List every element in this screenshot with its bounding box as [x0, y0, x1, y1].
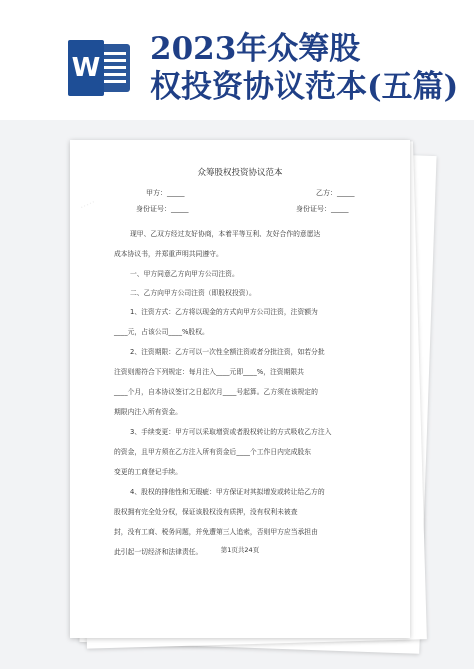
party-b-id-field: 身份证号：_____ — [296, 205, 349, 213]
paragraph-line: 封，没有工商、税务问题，并免遭第三人追索，否则甲方应当承担由 — [114, 528, 318, 536]
word-document-icon — [68, 40, 132, 96]
paragraph-line: 一、甲方同意乙方向甲方公司注资。 — [130, 270, 239, 278]
banner — [0, 0, 474, 120]
paragraph-line: 4、股权的排他性和无瑕疵：甲方保证对其拟增发或转让给乙方的 — [130, 488, 325, 496]
paragraph-line: 的资金，且甲方须在乙方注入所有资金后____个工作日内完成股东 — [114, 448, 312, 456]
paragraph-line: 期限内注入所有资金。 — [114, 408, 182, 416]
paragraph-line: ____个月，自本协议签订之日起次月____号起算。乙方须在该规定的 — [114, 388, 318, 396]
party-a-field: 甲方：_____ — [146, 189, 185, 197]
document-page: 众筹股权投资协议范本 甲方：_____ 乙方：_____ 身份证号：_____ 身份证号：_____ 现甲、乙双方经过友好协商，本着平等互利、友好合作的意愿达 成本协议书，并郑重声明共同遵守。 一、甲方同意乙方向甲方公司注资。 二、乙方向甲方公司注资（即股权投资）。 1、注资方式：乙方将以现金的方式向甲方公司注资，注资额为 ____元，占该公司____%股权。 2、注资期限：乙方可以一次性全额注资或者分批注资，如若分批 注资则需符合下列规定：每月注入____元即____%，注资期限共 ____个月，自本协议签订之日起次月____号起算。乙方须在该规定的 期限内注入所有资金。 3、手续变更：甲方可以采取增资或者股权转让的方式吸收乙方注入 的资金，且甲方须在乙方注入所有资金后____个工作日内完成股东 变更的工商登记手续。 4、股权的排他性和无瑕疵：甲方保证对其拟增发或转让给乙方的 股权拥有完全处分权，保证该股权没有质押，没有权利未被查 封，没有工商、税务问题，并免遭第三人追索，否则甲方应当承担由 此引起一切经济和法律责任。 第1页共24页 ····· — [70, 140, 410, 638]
page-title: 2023年众筹股 权投资协议范本(五篇) — [150, 31, 459, 105]
word-logo-letter: W — [68, 40, 104, 96]
paragraph — [114, 264, 378, 284]
paragraph-line: 股权拥有完全处分权，保证该股权没有质押，没有权利未被查 — [114, 508, 298, 516]
paragraph-line: 变更的工商登记手续。 — [114, 468, 182, 476]
paragraph-line: 此引起一切经济和法律责任。 — [114, 548, 203, 556]
paragraph — [114, 283, 378, 303]
paragraph-line: 现甲、乙双方经过友好协商，本着平等互利、友好合作的意愿达 — [130, 230, 321, 238]
paragraph-line: ____元，占该公司____%股权。 — [114, 328, 209, 336]
paragraph-line: 二、乙方向甲方公司注资（即股权投资）。 — [130, 289, 256, 297]
document-title: 众筹股权投资协议范本 — [197, 168, 283, 178]
page-number: 第1页共24页 — [220, 546, 260, 554]
paragraph-line: 2、注资期限：乙方可以一次性全额注资或者分批注资，如若分批 — [130, 348, 325, 356]
party-b-field: 乙方：_____ — [316, 189, 355, 197]
party-a-id-field: 身份证号：_____ — [136, 205, 189, 213]
paragraph — [114, 302, 378, 342]
paragraph-line: 1、注资方式：乙方将以现金的方式向甲方公司注资，注资额为 — [130, 308, 318, 316]
paragraph — [114, 422, 378, 482]
paragraph — [114, 342, 378, 422]
paragraph-line: 注资则需符合下列规定：每月注入____元即____%，注资期限共 — [114, 368, 304, 376]
paragraph-line: 成本协议书，并郑重声明共同遵守。 — [114, 250, 223, 258]
paragraph-line: 3、手续变更：甲方可以采取增资或者股权转让的方式吸收乙方注入 — [130, 428, 332, 436]
paragraph — [114, 224, 378, 264]
